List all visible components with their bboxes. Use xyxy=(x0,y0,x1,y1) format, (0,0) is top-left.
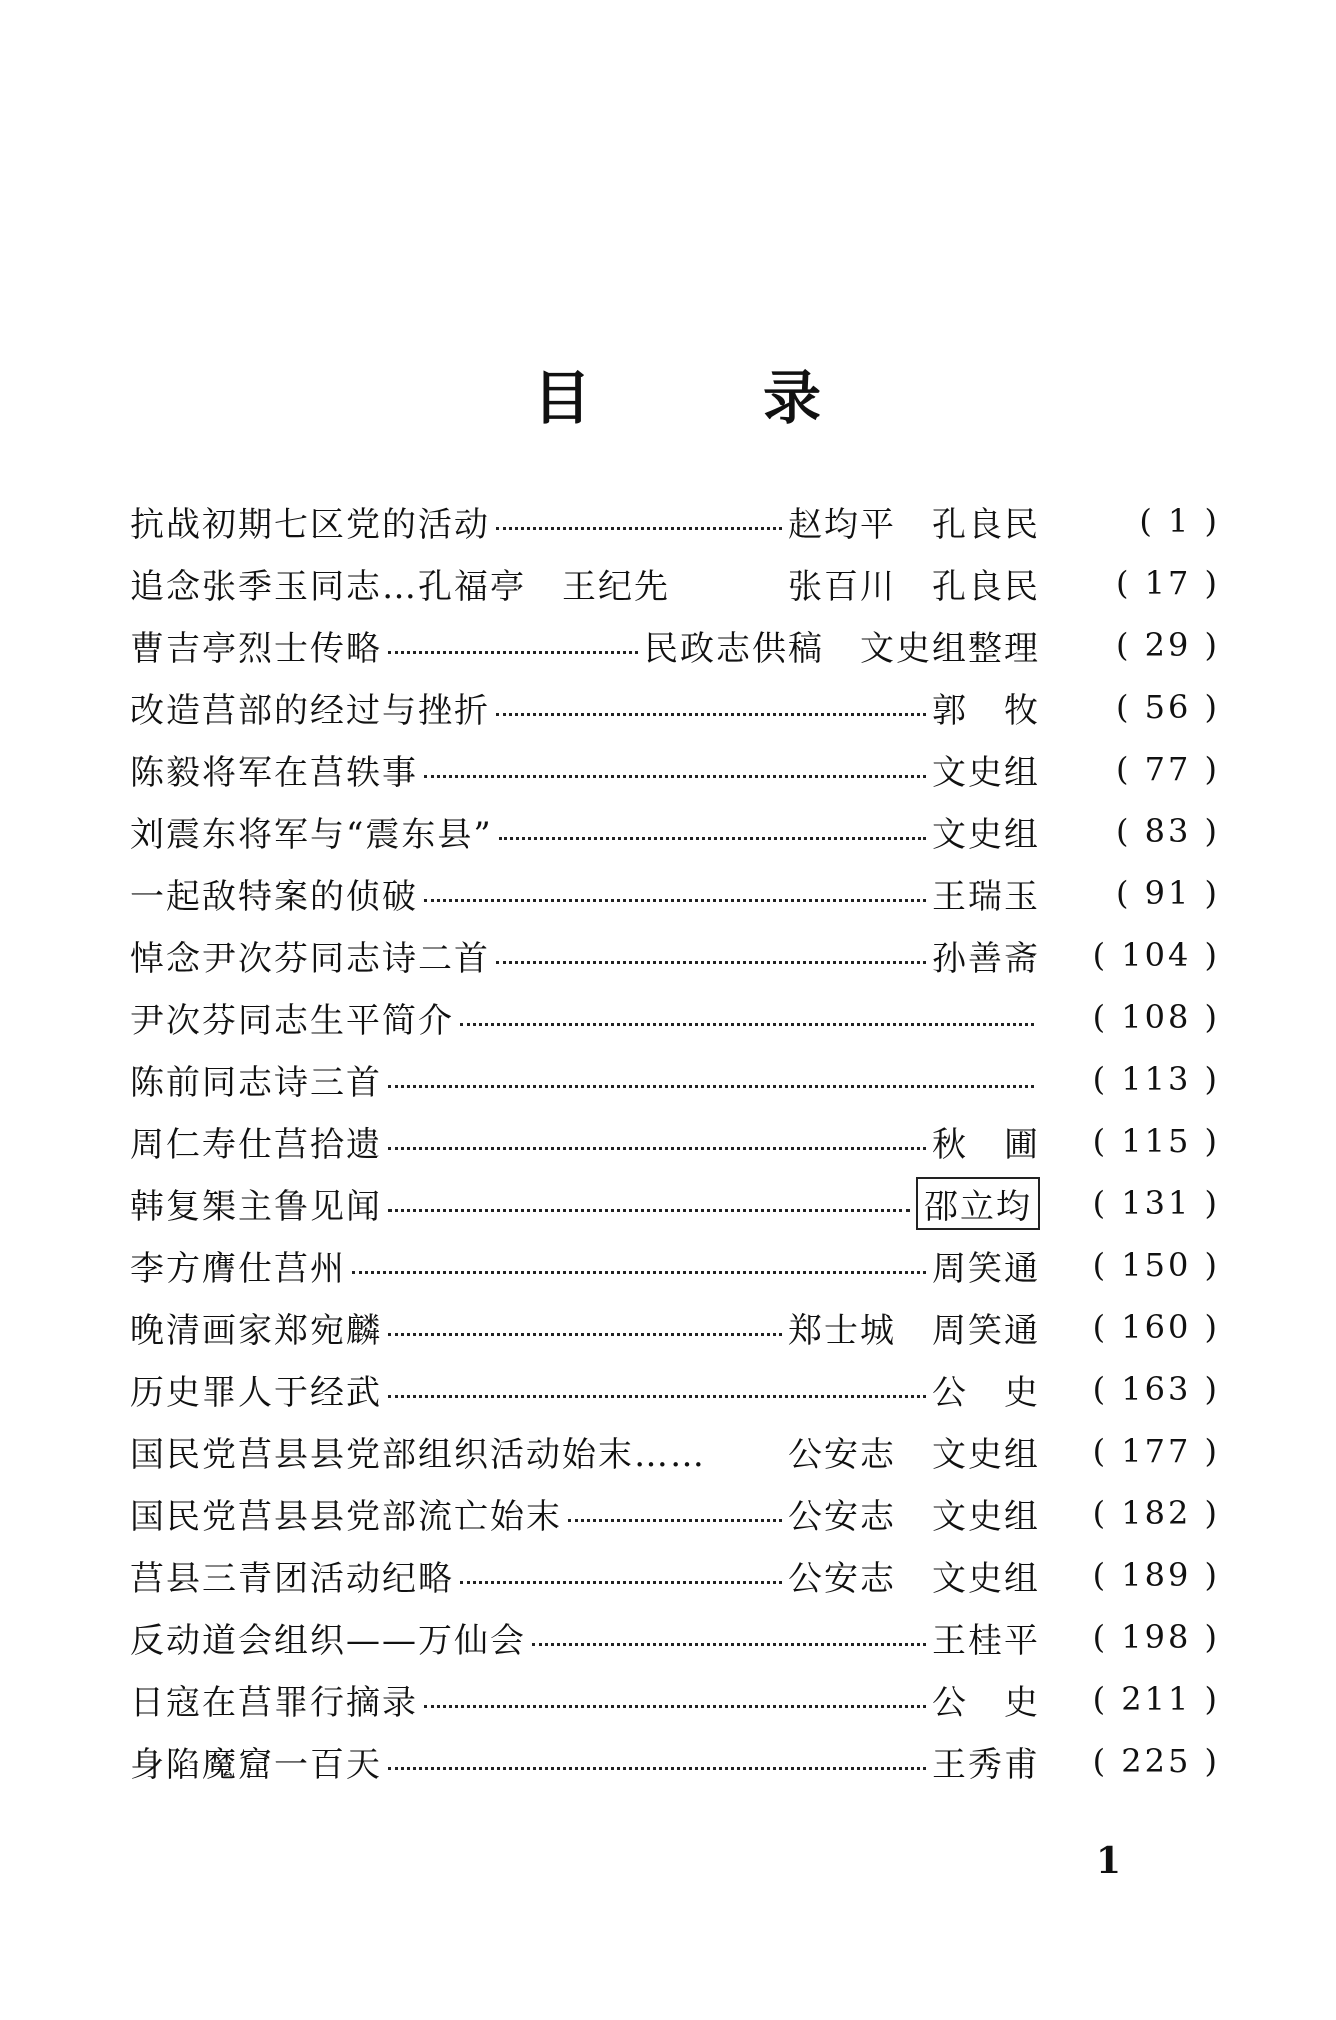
dot-leader xyxy=(460,1581,782,1584)
toc-entry-title: 李方膺仕莒州 xyxy=(130,1248,346,1289)
toc-entry-author: 赵均平 孔良民 xyxy=(788,504,1040,545)
toc-entry-page: ( 56 ) xyxy=(1115,688,1220,726)
toc-entry xyxy=(130,490,1220,552)
toc-entry-title: 尹次芬同志生平简介 xyxy=(130,1000,454,1041)
dot-leader xyxy=(352,1271,926,1274)
toc-entry-page: ( 104 ) xyxy=(1092,936,1220,974)
toc-entry-page: ( 160 ) xyxy=(1092,1308,1220,1346)
toc-entry-title: 晚清画家郑宛麟 xyxy=(130,1310,382,1351)
toc-entry-title: 反动道会组织——万仙会 xyxy=(130,1620,526,1661)
dot-leader xyxy=(424,899,926,902)
toc-entry-title: 陈毅将军在莒轶事 xyxy=(130,752,418,793)
toc-entry xyxy=(130,1110,1220,1172)
toc-entry-author: 王桂平 xyxy=(932,1620,1040,1661)
toc-entry-page: ( 177 ) xyxy=(1092,1432,1220,1470)
toc-entry-author: 文史组 xyxy=(932,752,1040,793)
toc-entry-title: 曹吉亭烈士传略 xyxy=(130,628,382,669)
toc-entry xyxy=(130,1544,1220,1606)
toc-entry-title: 莒县三青团活动纪略 xyxy=(130,1558,454,1599)
toc-entry-author: 孙善斋 xyxy=(932,938,1040,979)
toc-entry-author: 王秀甫 xyxy=(932,1744,1040,1785)
toc-entry-author: 文史组 xyxy=(932,814,1040,855)
dot-leader xyxy=(424,775,926,778)
dot-leader xyxy=(388,1147,926,1150)
page-title-char-1: 目 xyxy=(533,364,592,432)
toc-entry-title: 刘震东将军与“震东县” xyxy=(130,814,493,855)
toc-entry xyxy=(130,1172,1220,1234)
toc-entry xyxy=(130,800,1220,862)
dot-leader xyxy=(460,1023,1034,1026)
dot-leader xyxy=(388,1767,926,1770)
toc-entry xyxy=(130,552,1220,614)
toc-entry-page: ( 91 ) xyxy=(1115,874,1220,912)
toc-entry-author: 公 史 xyxy=(932,1372,1040,1413)
toc-entry xyxy=(130,1296,1220,1358)
toc-entry-page: ( 131 ) xyxy=(1092,1184,1220,1222)
toc-entry-title: 追念张季玉同志…孔福亭 王纪先 xyxy=(130,566,670,607)
toc-entry-author: 周笑通 xyxy=(932,1248,1040,1289)
toc-entry-page: ( 211 ) xyxy=(1092,1680,1220,1718)
toc-entry-page: ( 108 ) xyxy=(1092,998,1220,1036)
toc-entry-page: ( 182 ) xyxy=(1092,1494,1220,1532)
toc-entry xyxy=(130,1606,1220,1668)
toc-entry xyxy=(130,1668,1220,1730)
toc-entry-author: 公安志 文史组 xyxy=(788,1496,1040,1537)
dot-leader xyxy=(388,1085,1034,1088)
toc-entry-author: 邵立均 xyxy=(916,1177,1040,1230)
toc-entry-author: 公 史 xyxy=(932,1682,1040,1723)
toc-entry-page: ( 163 ) xyxy=(1092,1370,1220,1408)
toc-entry xyxy=(130,1482,1220,1544)
toc-entry-title: 陈前同志诗三首 xyxy=(130,1062,382,1103)
toc-entry-page: ( 113 ) xyxy=(1092,1060,1220,1098)
toc-entry-page: ( 189 ) xyxy=(1092,1556,1220,1594)
dot-leader xyxy=(388,1395,926,1398)
toc-entry-page: ( 29 ) xyxy=(1115,626,1220,664)
dot-leader xyxy=(496,527,782,530)
dot-leader xyxy=(496,961,926,964)
page-title-char-2: 录 xyxy=(763,364,822,432)
toc-entry-title: 周仁寿仕莒拾遗 xyxy=(130,1124,382,1165)
toc-entry xyxy=(130,1048,1220,1110)
dot-leader xyxy=(532,1643,926,1646)
toc-entry-author: 公安志 文史组 xyxy=(788,1558,1040,1599)
toc-entry-title: 身陷魔窟一百天 xyxy=(130,1744,382,1785)
toc-entry-author: 秋 圃 xyxy=(932,1124,1040,1165)
toc-entry xyxy=(130,614,1220,676)
toc-entry-page: ( 83 ) xyxy=(1115,812,1220,850)
toc-entry-title: 韩复榘主鲁见闻 xyxy=(130,1186,382,1227)
toc-entry xyxy=(130,862,1220,924)
dot-leader xyxy=(424,1705,926,1708)
toc-entry-title: 日寇在莒罪行摘录 xyxy=(130,1682,418,1723)
toc-entry-page: ( 115 ) xyxy=(1092,1122,1220,1160)
dot-leader xyxy=(388,651,638,654)
toc-entry-page: ( 77 ) xyxy=(1115,750,1220,788)
page-title xyxy=(0,358,1336,438)
toc-entry-title: 悼念尹次芬同志诗二首 xyxy=(130,938,490,979)
toc-entry xyxy=(130,1420,1220,1482)
toc-entry-page: ( 225 ) xyxy=(1092,1742,1220,1780)
dot-leader xyxy=(568,1519,782,1522)
toc-entry-title: 国民党莒县县党部流亡始末 xyxy=(130,1496,562,1537)
page-number: 1 xyxy=(1096,1840,1122,1882)
toc-entry xyxy=(130,1234,1220,1296)
toc-entry-title: 改造莒部的经过与挫折 xyxy=(130,690,490,731)
toc-entry-title: 抗战初期七区党的活动 xyxy=(130,504,490,545)
toc-entry xyxy=(130,1730,1220,1792)
toc-entry-author: 郑士城 周笑通 xyxy=(788,1310,1040,1351)
dot-leader xyxy=(388,1333,782,1336)
toc-entry-page: ( 17 ) xyxy=(1115,564,1220,602)
toc-entry-page: ( 198 ) xyxy=(1092,1618,1220,1656)
toc-entry-author: 民政志供稿 文史组整理 xyxy=(644,628,1040,669)
toc-entry xyxy=(130,1358,1220,1420)
toc-entry-author: 公安志 文史组 xyxy=(788,1434,1040,1475)
dot-leader xyxy=(496,713,926,716)
toc-entry xyxy=(130,676,1220,738)
toc-entry xyxy=(130,738,1220,800)
dot-leader xyxy=(388,1209,910,1212)
toc-entry xyxy=(130,986,1220,1048)
dot-leader xyxy=(499,837,926,840)
toc-entry-title: 一起敌特案的侦破 xyxy=(130,876,418,917)
toc-entry-author: 王瑞玉 xyxy=(932,876,1040,917)
toc-entry xyxy=(130,924,1220,986)
toc-entry-title: 国民党莒县县党部组织活动始末…… xyxy=(130,1434,706,1475)
table-of-contents xyxy=(130,490,1220,1792)
toc-entry-title: 历史罪人于经武 xyxy=(130,1372,382,1413)
toc-entry-page: ( 1 ) xyxy=(1139,502,1220,540)
toc-entry-author: 张百川 孔良民 xyxy=(788,566,1040,607)
toc-entry-page: ( 150 ) xyxy=(1092,1246,1220,1284)
toc-entry-author: 郭 牧 xyxy=(932,690,1040,731)
